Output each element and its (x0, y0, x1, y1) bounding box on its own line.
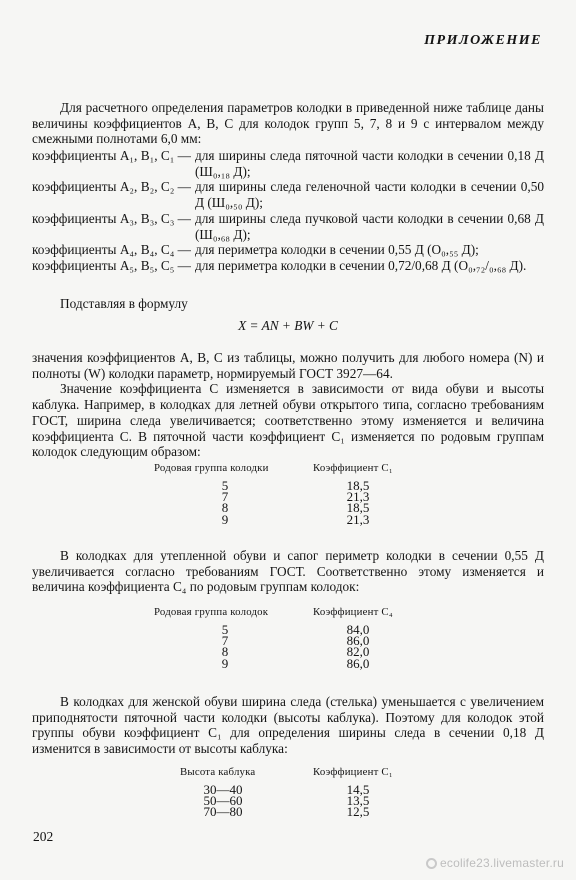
formula: X = AN + BW + C (238, 317, 338, 333)
table-header-coefficient: Коэффициент С₁ (313, 766, 393, 778)
table-column-coefficient: 84,0 86,0 82,0 86,0 (346, 622, 370, 671)
watermark-logo-icon (426, 858, 437, 869)
watermark: ecolife23.livemaster.ru (426, 856, 564, 870)
page-number: 202 (33, 829, 54, 844)
paragraph-c4: В колодках для утепленной обуви и сапог периметр колодки в сечении 0,55 Д увеличивается согласно требованиям ГОСТ. Соответственно этому изменяется и величина коэффициента С₄ по родовым группам колодок: (32, 548, 544, 595)
table-column-coefficient: 18,5 21,3 18,5 21,3 (346, 478, 370, 527)
table-header-group: Родовая группа колодок (154, 606, 269, 618)
intro-paragraph: Для расчетного определения параметров колодки в приведенной ниже таблице даны величины коэффициентов А, В, С для колодок групп 5, 7, 8 и 9 с интервалом между смежными полнотами 6,0 мм: (32, 100, 544, 147)
table-column-coefficient: 14,5 13,5 12,5 (346, 782, 370, 820)
table-column-heel: 30—40 50—60 70—80 (203, 782, 243, 820)
table-header-coefficient: Коэффициент С₄ (313, 606, 393, 618)
explanation-paragraphs: значения коэффициентов А, В, С из таблицы, можно получить для любого номера (N) и полноты (W) колодки параметр, нормируемый ГОСТ 3927—64. Значение коэффициента С изменяется в зависимости от вида обуви и высоты каблука. Например, в колодках для летней обуви открытого типа, согласно требованиям ГОСТ, ширина следа увеличивается; соответственно этому изменяется и величина коэффициента С. В пяточной части коэффициент С₁ изменяется по родовым группам колодок следующим образом: (32, 350, 544, 460)
table-header-group: Родовая группа колодки (154, 462, 269, 474)
paragraph-heel: В колодках для женской обуви ширина следа (стелька) уменьшается с увеличением приподнятости пяточной части колодки (высоты каблука). Поэтому для колодок этой группы обуви коэффициент С₁ для определения ширины следа в сечении 0,18 Д изменится в зависимости от высоты каблука: (32, 694, 544, 757)
formula-block (32, 296, 544, 339)
table-header-heel: Высота каблука (180, 766, 256, 778)
coefficient-list (32, 148, 544, 274)
table-header-coefficient: Коэффициент С₁ (313, 462, 393, 474)
coefficient-item: коэффициенты А₄, В₄, С₄ — для периметра колодки в сечении 0,55 Д (О₀,₅₅ Д); (32, 242, 479, 258)
formula-intro: Подставляя в формулу (60, 296, 188, 311)
page-header: ПРИЛОЖЕНИЕ (424, 33, 542, 48)
table-column-group: 5 7 8 9 (221, 478, 229, 527)
coefficient-item: коэффициенты А₂, В₂, С₂ — для ширины следа геленочной части колодки в сечении 0,50 Д (Ш₀,₅₀ Д); (32, 179, 544, 211)
coefficient-item: коэффициенты А₅, В₅, С₅ — для периметра колодки в сечении 0,72/0,68 Д (О₀,₇₂/₀,₆₈ Д). (32, 257, 527, 273)
table-column-group: 5 7 8 9 (221, 622, 229, 671)
coefficient-item: коэффициенты А₁, В₁, С₁ — для ширины следа пяточной части колодки в сечении 0,18 Д (Ш₀,₁₈ Д); (32, 148, 544, 179)
coefficient-item: коэффициенты А₃, В₃, С₃ — для ширины следа пучковой части колодки в сечении 0,68 Д (Ш₀,₆₈ Д); (32, 210, 544, 242)
